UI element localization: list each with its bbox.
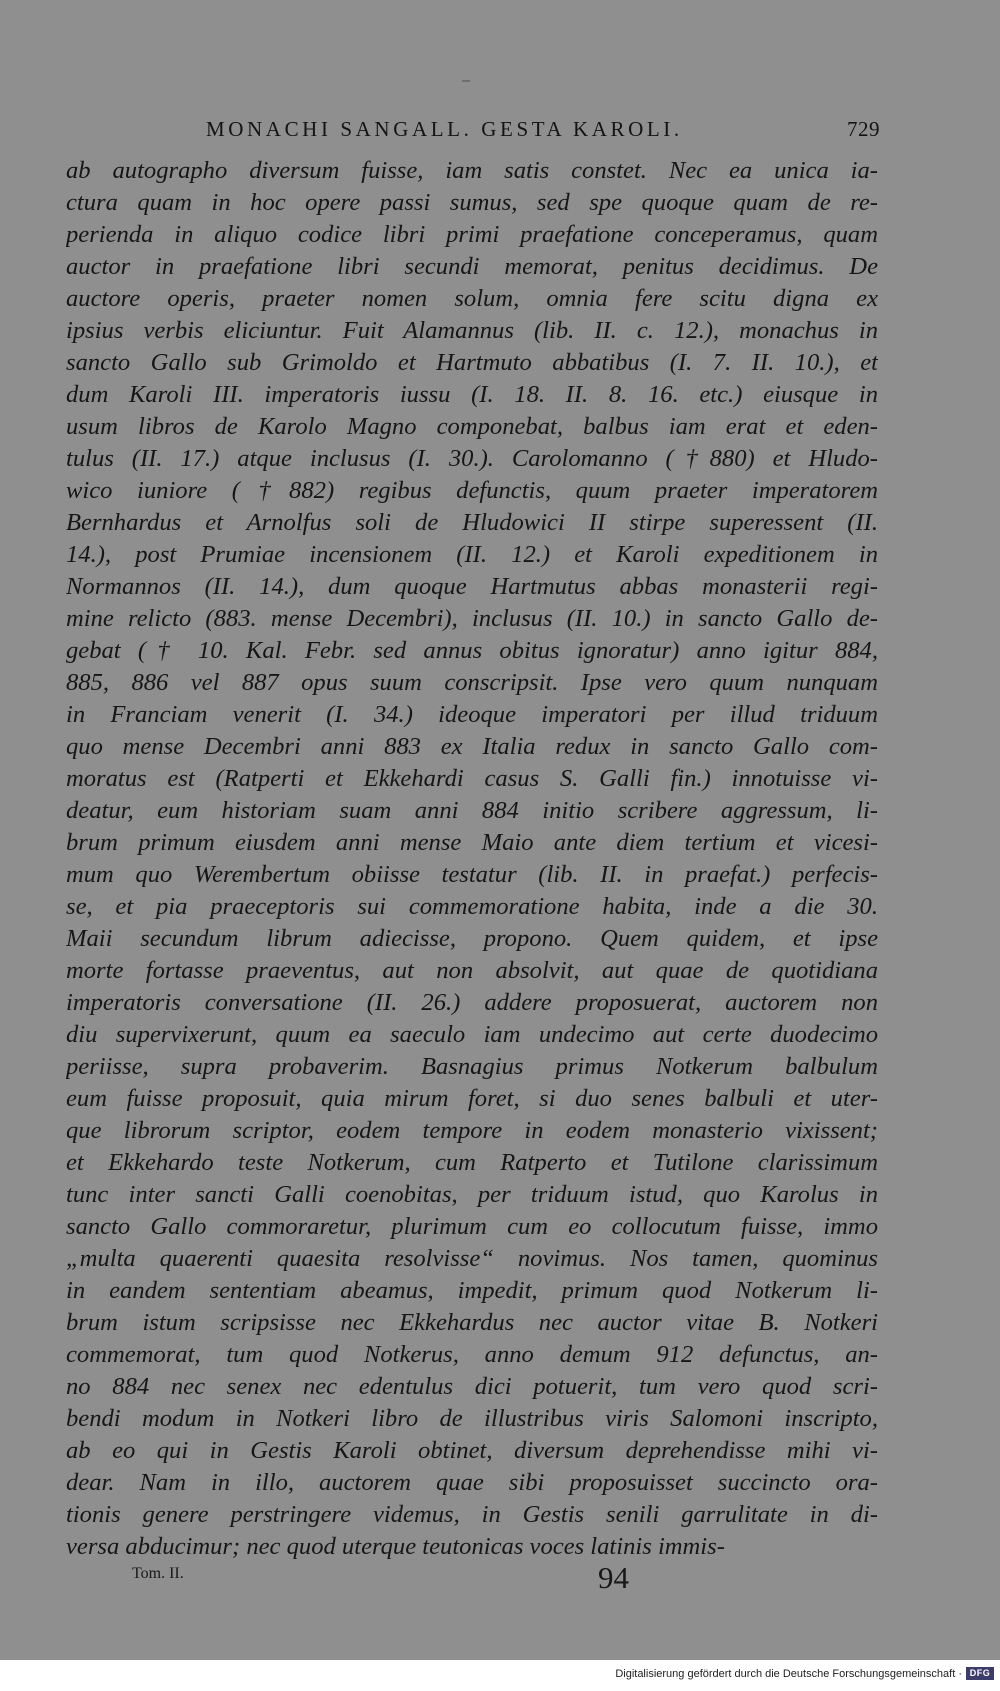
text-line: Bernhardus et Arnolfus soli de Hludowici II stirpe superessent (II.: [66, 509, 878, 536]
text-line: dear. Nam in illo, auctorem quae sibi proposuisset succincto ora-: [66, 1469, 878, 1496]
text-line: dum Karoli III. imperatoris iussu (I. 18. II. 8. 16. etc.) eiusque in: [66, 381, 878, 408]
text-line: ctura quam in hoc opere passi sumus, sed spe quoque quam de re-: [66, 189, 878, 216]
volume-label: Tom. II.: [132, 1565, 184, 1582]
text-line: diu supervixerunt, quum ea saeculo iam undecimo aut certe duodecimo: [66, 1021, 878, 1048]
page-number: 729: [847, 117, 880, 141]
text-line: 14.), post Prumiae incensionem (II. 12.) et Karoli expeditionem in: [66, 541, 878, 568]
text-line: ab autographo diversum fuisse, iam satis constet. Nec ea unica ia-: [66, 157, 878, 184]
text-line: brum istum scripsisse nec Ekkehardus nec auctor vitae B. Notkeri: [66, 1309, 878, 1336]
text-line: Maii secundum librum adiecisse, propono. Quem quidem, et ipse: [66, 925, 878, 952]
text-line: tunc inter sancti Galli coenobitas, per triduum istud, quo Karolus in: [66, 1181, 878, 1208]
text-line: usum libros de Karolo Magno componebat, balbus iam erat et eden-: [66, 413, 878, 440]
text-line: que librorum scriptor, eodem tempore in eodem monasterio vixissent;: [66, 1117, 878, 1144]
text-line: se, et pia praeceptoris sui commemoratione habita, inde a die 30.: [66, 893, 878, 920]
text-line: in eandem sententiam abeamus, impedit, primum quod Notkerum li-: [66, 1277, 878, 1304]
signature-mark: 94: [598, 1560, 629, 1595]
text-line: ab eo qui in Gestis Karoli obtinet, diversum deprehendisse mihi vi-: [66, 1437, 878, 1464]
text-line: quo mense Decembri anni 883 ex Italia redux in sancto Gallo com-: [66, 733, 878, 760]
text-line: morte fortasse praeventus, aut non absolvit, aut quae de quotidiana: [66, 957, 878, 984]
text-line: 885, 886 vel 887 opus suum conscripsit. Ipse vero quum nunquam: [66, 669, 878, 696]
text-line: tionis genere perstringere videmus, in Gestis senili garrulitate in di-: [66, 1501, 878, 1528]
text-line: moratus est (Ratperti et Ekkehardi casus S. Galli fin.) innotuisse vi-: [66, 765, 878, 792]
text-line: gebat († 10. Kal. Febr. sed annus obitus ignoratur) anno igitur 884,: [66, 637, 878, 664]
running-title: MONACHI SANGALL. GESTA KAROLI.: [206, 117, 683, 141]
text-line: mine relicto (883. mense Decembri), inclusus (II. 10.) in sancto Gallo de-: [66, 605, 878, 632]
text-line: eum fuisse proposuit, quia mirum foret, si duo senes balbuli et uter-: [66, 1085, 878, 1112]
text-line: tulus (II. 17.) atque inclusus (I. 30.). Carolomanno (†880) et Hludo-: [66, 445, 878, 472]
text-line: mum quo Werembertum obiisse testatur (lib. II. in praefat.) perfecis-: [66, 861, 878, 888]
top-mark: [462, 80, 470, 82]
text-line: auctore operis, praeter nomen solum, omnia fere scitu digna ex: [66, 285, 878, 312]
text-line: ipsius verbis eliciuntur. Fuit Alamannus (lib. II. c. 12.), monachus in: [66, 317, 878, 344]
running-head: [66, 117, 880, 147]
text-line: imperatoris conversatione (II. 26.) addere proposuerat, auctorem non: [66, 989, 878, 1016]
text-line: „multa quaerenti quaesita resolvisse“ novimus. Nos tamen, quominus: [66, 1245, 878, 1272]
text-line: et Ekkehardo teste Notkerum, cum Ratperto et Tutilone clarissimum: [66, 1149, 878, 1176]
text-line: sancto Gallo commoraretur, plurimum cum eo collocutum fuisse, immo: [66, 1213, 878, 1240]
text-line: Normannos (II. 14.), dum quoque Hartmutus abbas monasterii regi-: [66, 573, 878, 600]
text-line: versa abducimur; nec quod uterque teutonicas voces latinis immis-: [66, 1533, 725, 1560]
dfg-logo: DFG: [966, 1667, 994, 1680]
text-line: brum primum eiusdem anni mense Maio ante diem tertium et vicesi-: [66, 829, 878, 856]
text-line: no 884 nec senex nec edentulus dici potuerit, tum vero quod scri-: [66, 1373, 878, 1400]
text-line: bendi modum in Notkeri libro de illustribus viris Salomoni inscripto,: [66, 1405, 878, 1432]
body-text: [66, 155, 878, 1563]
text-line: sancto Gallo sub Grimoldo et Hartmuto abbatibus (I. 7. II. 10.), et: [66, 349, 878, 376]
text-line: in Franciam venerit (I. 34.) ideoque imperatori per illud triduum: [66, 701, 878, 728]
text-line: auctor in praefatione libri secundi memorat, penitus decidimus. De: [66, 253, 878, 280]
text-line: deatur, eum historiam suam anni 884 initio scribere aggressum, li-: [66, 797, 878, 824]
text-line: perienda in aliquo codice libri primi praefatione conceperamus, quam: [66, 221, 878, 248]
text-line: periisse, supra probaverim. Basnagius primus Notkerum balbulum: [66, 1053, 878, 1080]
text-line: wico iuniore (†882) regibus defunctis, quum praeter imperatorem: [66, 477, 878, 504]
text-line: commemorat, tum quod Notkerus, anno demum 912 defunctus, an-: [66, 1341, 878, 1368]
digitization-credit: Digitalisierung gefördert durch die Deutsche Forschungsgemeinschaft ·: [615, 1668, 962, 1680]
